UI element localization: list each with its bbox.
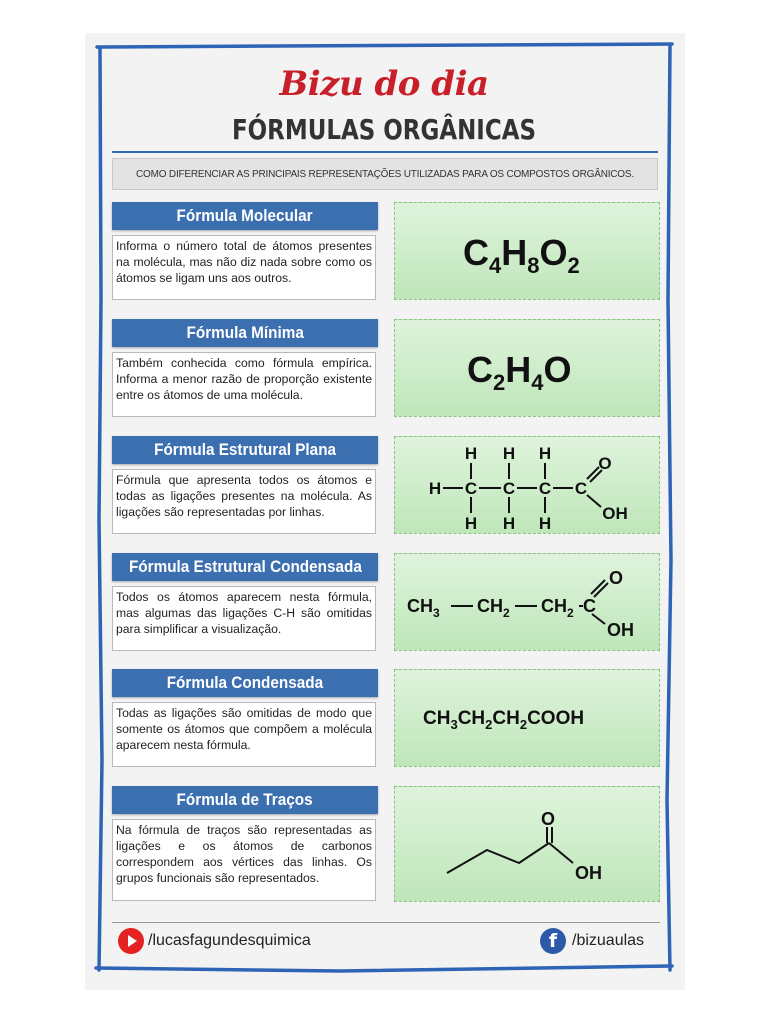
section-label: Fórmula Mínima <box>112 319 378 347</box>
svg-text:CH2: $CH_2$ <box>477 596 510 620</box>
svg-text:O: O <box>609 568 624 588</box>
section-description: Na fórmula de traços são representadas as ligações e os átomos de carbonos correspondem aos vértices das linhas. Os grupos funcionais são representados. <box>112 819 376 901</box>
section-label: Fórmula Estrutural Condensada <box>112 553 378 581</box>
structural-formula <box>395 437 661 535</box>
youtube-icon <box>118 928 144 954</box>
condensed-structural-formula <box>395 554 661 652</box>
svg-text:C: C <box>464 479 478 498</box>
section-estrutural-condensada <box>112 553 660 653</box>
section-description: Todos os átomos aparecem nesta fórmula, mas algumas das ligações C-H são omitidas para simplificar a visualização. <box>112 586 376 651</box>
page-title: FÓRMULAS ORGÂNICAS <box>231 113 537 146</box>
svg-text:H: H <box>538 444 552 463</box>
svg-text:C: C <box>574 479 588 498</box>
section-formula-minima <box>112 319 660 419</box>
svg-text:H: H <box>464 514 478 533</box>
svg-text:C4H8O2: $C_4H_8O_2$ <box>463 232 580 278</box>
svg-text:OH: OH <box>602 504 628 523</box>
svg-text:OH: OH <box>575 863 602 883</box>
svg-text:C: C <box>502 479 516 498</box>
formula-panel <box>394 669 660 767</box>
svg-text:CH2: $CH_2$ <box>541 596 574 620</box>
section-formula-molecular <box>112 202 660 302</box>
svg-text:H: H <box>502 514 516 533</box>
facebook-icon: f <box>540 928 566 954</box>
subtitle-bar <box>112 158 658 190</box>
svg-text:C2H4O: $C_2H_4O$ <box>467 349 572 395</box>
svg-text:CH3CH2CH2COOH: $CH_3CH_2CH_2COOH$ <box>423 708 585 732</box>
section-description: Informa o número total de átomos presentes na molécula, mas não diz nada sobre como os átomos se ligam uns aos outros. <box>112 235 376 300</box>
svg-text:H: H <box>502 444 516 463</box>
section-description: Todas as ligações são omitidas de modo que somente os átomos que compõem a molécula aparecem nesta fórmula. <box>112 702 376 767</box>
svg-text:O: O <box>598 454 612 473</box>
svg-text:C: C <box>538 479 552 498</box>
svg-text:C: C <box>583 596 596 616</box>
svg-text:H: H <box>538 514 552 533</box>
section-estrutural-plana <box>112 436 660 536</box>
formula-panel <box>394 786 660 902</box>
svg-text:O: O <box>541 809 556 829</box>
section-description: Também conhecida como fórmula empírica. Informa a menor razão de proporção existente entre os átomos de uma molécula. <box>112 352 376 417</box>
subtitle-text: COMO DIFERENCIAR AS PRINCIPAIS REPRESENTAÇÕES UTILIZADAS PARA OS COMPOSTOS ORGÂNICOS. <box>136 168 634 180</box>
section-formula-tracos <box>112 786 660 886</box>
section-label: Fórmula de Traços <box>112 786 378 814</box>
section-description: Fórmula que apresenta todos os átomos e todas as ligações presentes na molécula. As ligações são representadas por linhas. <box>112 469 376 534</box>
section-formula-condensada <box>112 669 660 769</box>
minimal-formula <box>395 320 661 418</box>
svg-text:OH: OH <box>607 620 634 640</box>
formula-panel <box>394 436 660 534</box>
facebook-link[interactable] <box>540 928 644 954</box>
svg-text:H: H <box>428 479 442 498</box>
facebook-handle: /bizuaulas <box>572 932 645 949</box>
molecular-formula <box>395 203 661 301</box>
section-label: Fórmula Molecular <box>112 202 378 230</box>
formula-panel <box>394 553 660 651</box>
section-label: Fórmula Estrutural Plana <box>112 436 378 464</box>
skeletal-formula <box>395 787 661 903</box>
youtube-link[interactable] <box>118 928 311 954</box>
svg-text:H: H <box>464 444 478 463</box>
title-divider <box>112 151 658 153</box>
youtube-handle: /lucasfagundesquimica <box>148 932 311 949</box>
condensed-formula <box>395 670 661 768</box>
section-label: Fórmula Condensada <box>112 669 378 697</box>
formula-panel <box>394 202 660 300</box>
footer-divider <box>112 922 660 923</box>
brand-title: Bizu do dia <box>279 64 489 104</box>
svg-text:CH3: $CH_3$ <box>407 596 440 620</box>
formula-panel <box>394 319 660 417</box>
